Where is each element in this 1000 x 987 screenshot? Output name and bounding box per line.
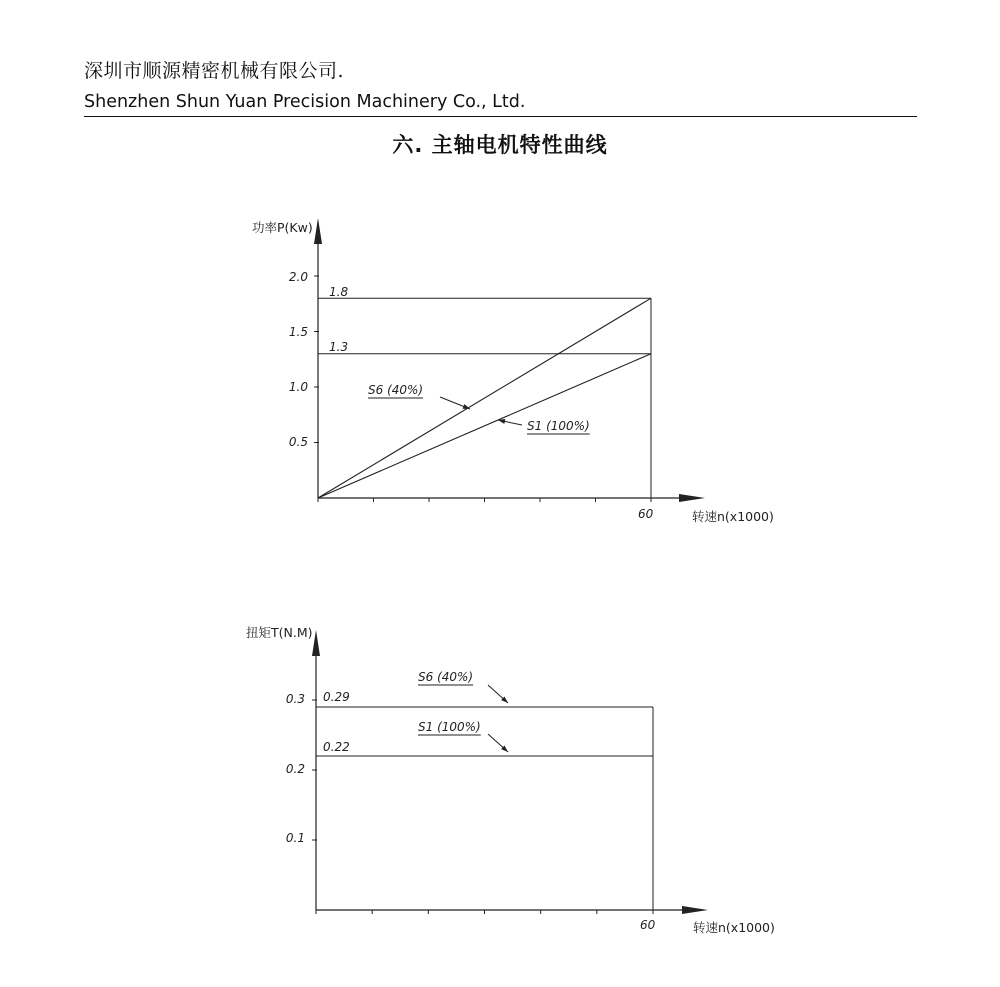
power-ref-label-1-8: 1.8 [329,285,349,299]
power-x-axis-label: 转速n(x1000) [692,509,774,524]
torque-y-tick-label-0-2: 0.2 [285,762,305,776]
torque-ref-label-0-22: 0.22 [323,740,350,754]
torque-x-axis-label: 转速n(x1000) [693,920,775,935]
company-name-chinese: 深圳市顺源精密机械有限公司. [84,60,345,82]
torque-y-axis-arrow [312,630,320,656]
torque-ref-label-0-29: 0.29 [323,690,350,704]
company-name-english: Shenzhen Shun Yuan Precision Machinery Co., Ltd. [84,92,526,112]
torque-x-end-tick-label: 60 [640,918,656,932]
torque-y-tick-label-0-1: 0.1 [285,831,305,845]
torque-y-tick-label-0-3: 0.3 [285,692,305,706]
power-s6-label: S6 (40%) [368,383,424,397]
torque-s1-label: S1 (100%) [418,720,481,734]
page-title: 六. 主轴电机特性曲线 [392,133,608,157]
power-y-tick-label-1-5: 1.5 [288,325,308,339]
power-y-tick-label-0-5: 0.5 [288,435,308,449]
power-x-end-tick-label: 60 [638,507,654,521]
torque-x-axis-arrow [682,906,708,914]
power-ref-label-1-3: 1.3 [329,340,349,354]
torque-y-axis-label: 扭矩T(N.M) [246,625,313,640]
torque-s6-label: S6 (40%) [418,670,474,684]
power-s1-label: S1 (100%) [527,419,590,433]
power-y-tick-label-2-0: 2.0 [288,270,308,284]
power-y-axis-label: 功率P(Kw) [252,220,313,235]
power-y-tick-label-1-0: 1.0 [288,380,308,394]
